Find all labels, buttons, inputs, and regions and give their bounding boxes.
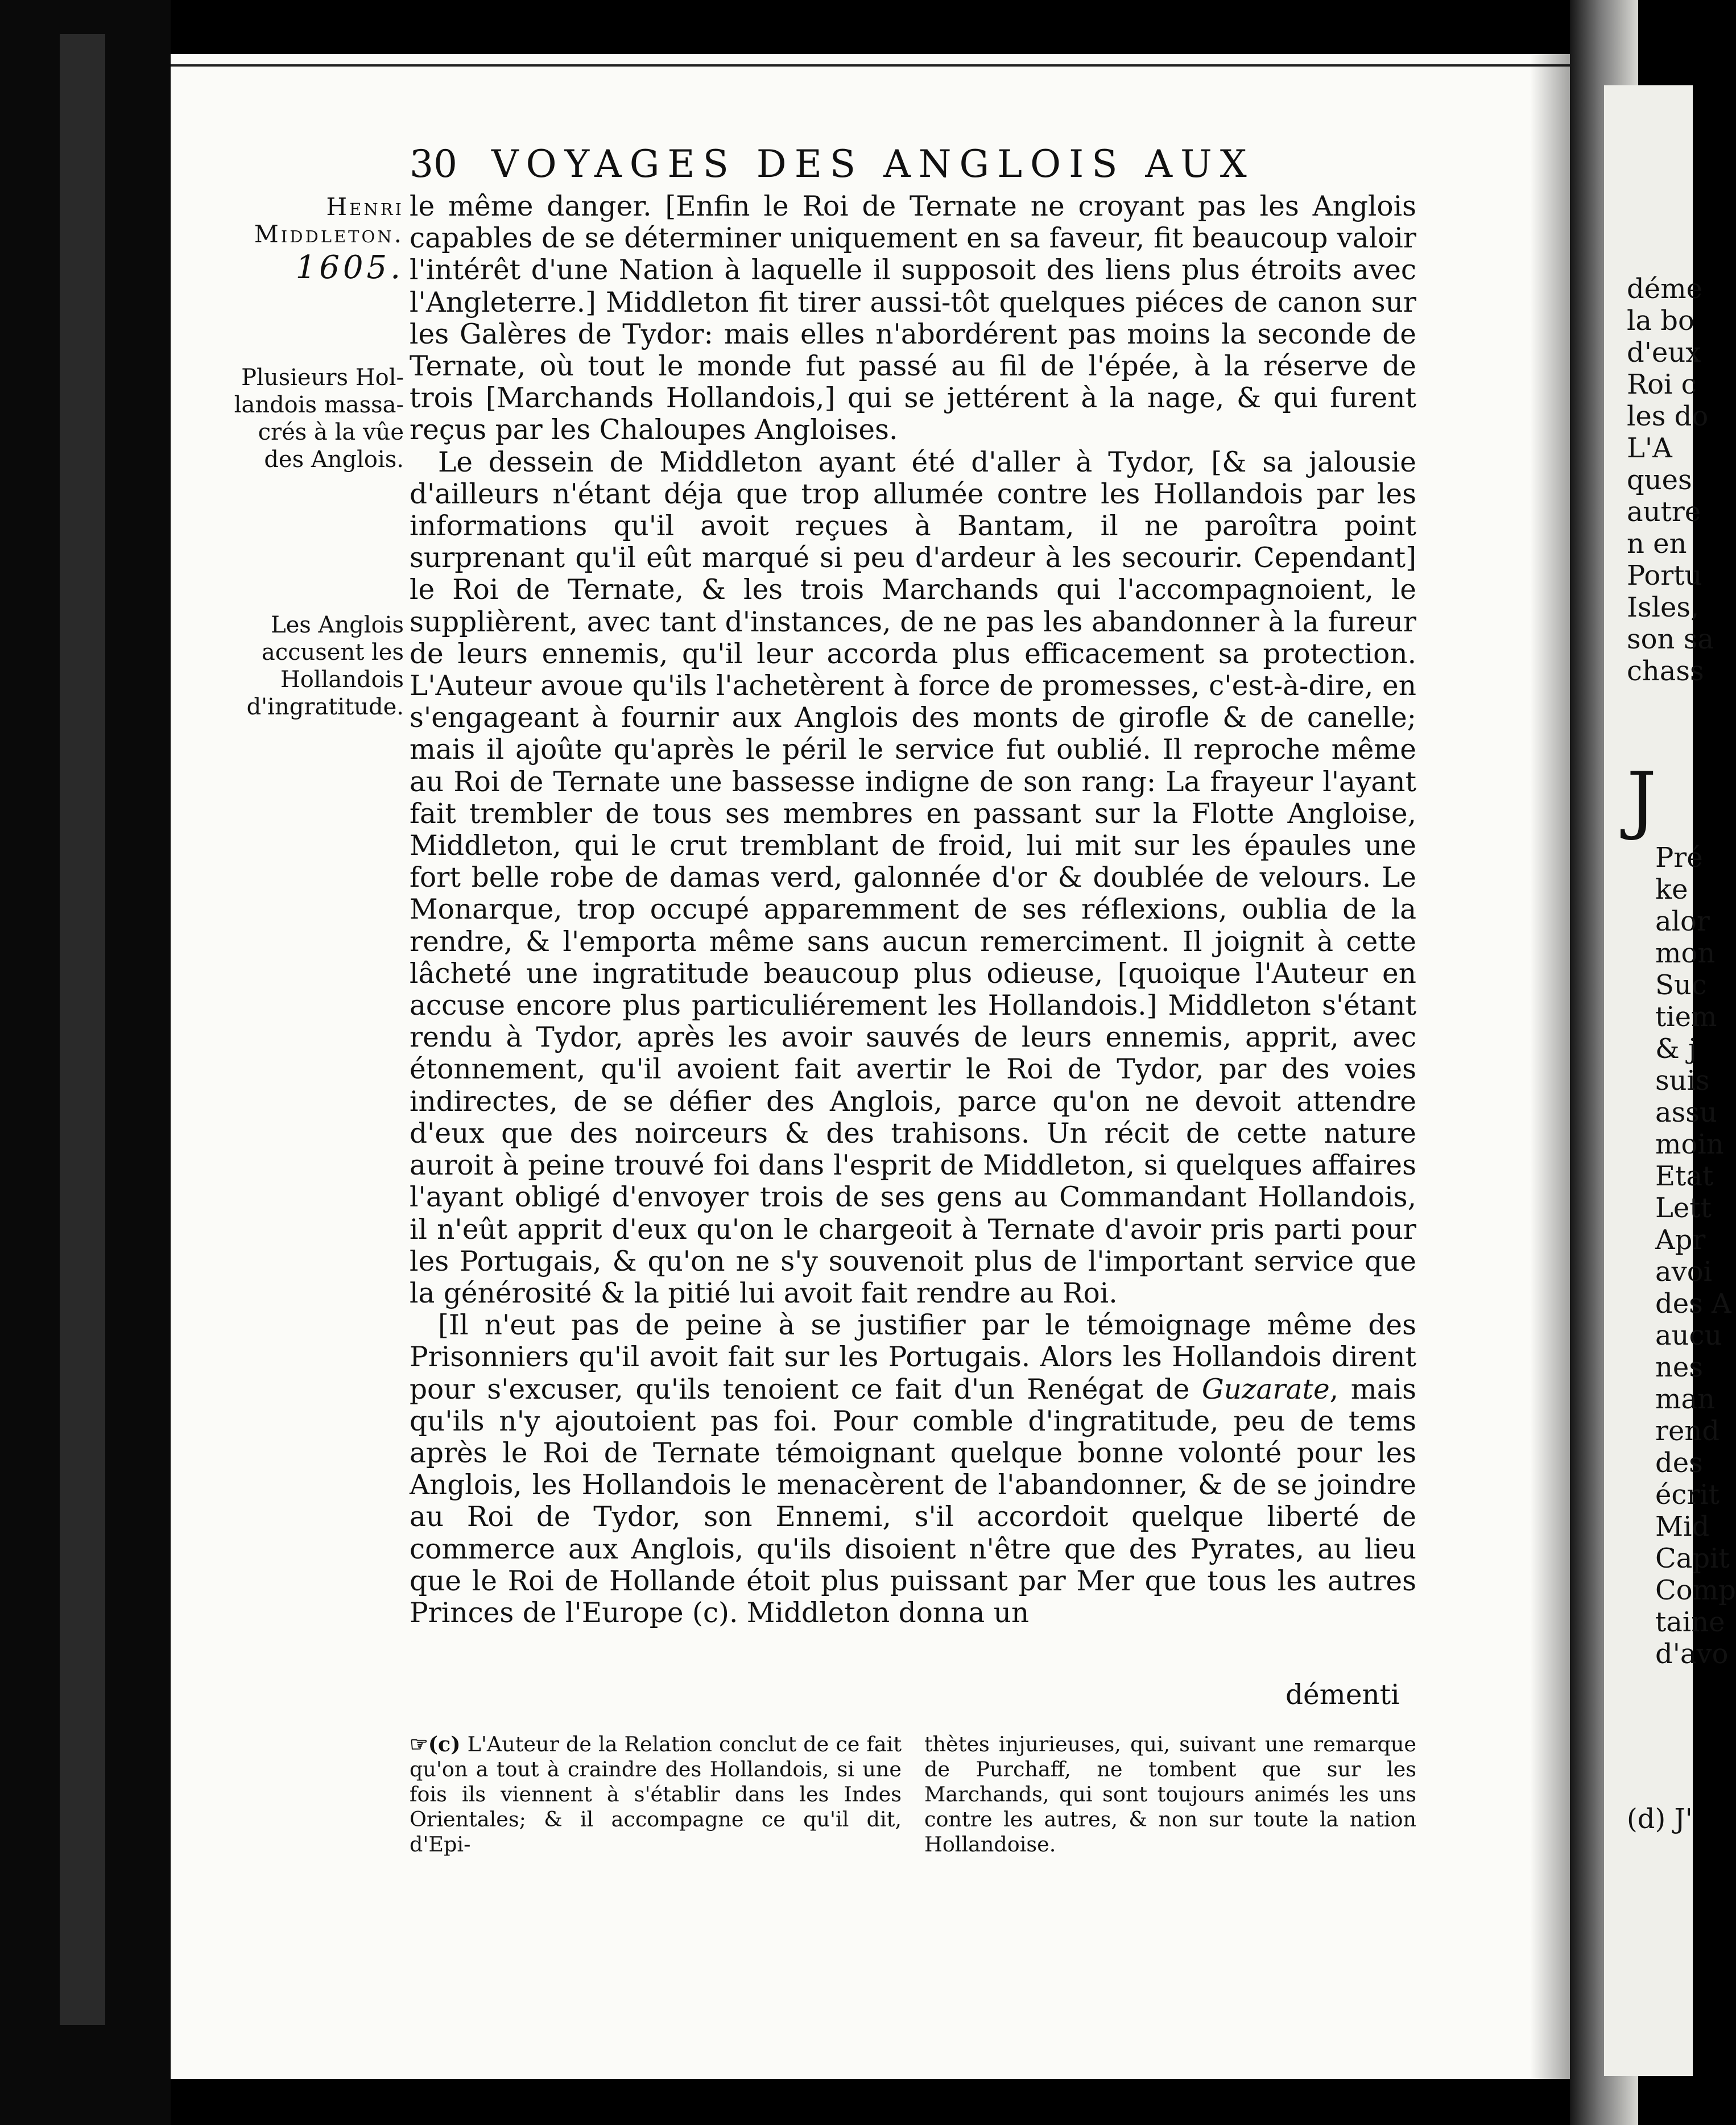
facing-page-line: Portu xyxy=(1627,560,1702,592)
margin-note-heading xyxy=(228,193,404,288)
facing-page-quote-line: taine xyxy=(1655,1606,1725,1638)
facing-page-quote-line: tiem xyxy=(1655,1001,1717,1033)
facing-page-quote-line: des A xyxy=(1655,1288,1731,1320)
facing-page-quote-line: Comp xyxy=(1655,1574,1736,1606)
footnote-col-2: thètes injurieuses, qui, suivant une remarque de Purchaff, ne tombent que sur les Marchands, qui sont toujours animés les uns contre les autres, & non sur toute la nation Hollandoise. xyxy=(924,1732,1416,1857)
facing-page-line: Isles, xyxy=(1627,592,1700,623)
facing-page-line: les do xyxy=(1627,400,1709,432)
binding-edge xyxy=(60,34,105,2025)
page-number: 30 xyxy=(410,142,457,186)
facing-page-quote-line: suis xyxy=(1655,1065,1710,1097)
footnote-text-1: L'Auteur de la Relation conclut de ce fait qu'on a tout à craindre des Hollandois, si une fois ils viennent à s'établir dans les Indes Orientales; & il accompagne ce qu'il dit, d'Epi- xyxy=(410,1732,902,1857)
facing-page-quote-line: Capit xyxy=(1655,1543,1730,1574)
facing-page-quote-line: d'avo xyxy=(1655,1638,1729,1670)
facing-page-quote-line: alor xyxy=(1655,906,1710,937)
margin-note-ingratitude: Les Anglois accusent les Hollandois d'ingratitude. xyxy=(246,612,404,720)
facing-page-quote-line: Etat xyxy=(1655,1160,1714,1192)
paragraph-3 xyxy=(410,1309,1416,1629)
paragraph-2: Le dessein de Middleton ayant été d'aller à Tydor, [& sa jalousie d'ailleurs n'étant déja que trop allumée contre les Hollandois par les informations qu'il avoit reçues à Bantam, il ne paroîtra point surprenant qu'il eût marqué si peu d'ardeur à les secourir. Cependant] le Roi de Ternate, & les trois Marchands qui l'accompagnoient, le supplièrent, avec tant d'instances, de ne pas les abandonner à la fureur de leurs ennemis, qu'il leur accorda plus efficacement sa protection. L'Auteur avoue qu'ils l'achetèrent à force de promesses, c'est-à-dire, en s'engageant à fournir aux Anglois des monts de girofle & de canelle; mais il ajoûte qu'après le péril le service fut oublié. Il reproche même au Roi de Ternate une bassesse indigne de son rang: La frayeur l'ayant fait trembler de tous ses membres en passant sur la Flotte Angloise, Middleton, qui le crut tremblant de froid, lui mit sur les épaules une fort belle robe de damas verd, galonnée d'or & doublée de velours. Le Monarque, trop occupé apparemment de ses réflexions, oublia de la rendre, & l'emporta même sans aucun remerciment. Il joignit à cette lâcheté une ingratitude beaucoup plus odieuse, [quoique l'Auteur en accuse encore plus particuliérement les Hollandois.] Middleton s'étant rendu à Tydor, après les avoir sauvés de leurs ennemis, apprit, avec étonnement, qu'il avoient fait avertir le Roi de Tydor, par des voies indirectes, de se défier des Anglois, parce qu'on ne devoit attendre d'eux que des noirceurs & des trahisons. Un récit de cette nature auroit à peine trouvé foi dans l'esprit de Middleton, si quelques affaires l'ayant obligé d'envoyer trois de ses gens au Commandant Hollandois, il n'eût apprit d'eux qu'on le chargeoit à Ternate d'avoir pris parti pour les Portugais, & qu'on ne s'y souvenoit plus de l'important service que la générosité & la pitié lui avoit fait rendre au Roi. xyxy=(410,446,1416,1309)
facing-page-quote-line: des xyxy=(1655,1447,1703,1479)
facing-page-quote-line: man xyxy=(1655,1383,1716,1415)
facing-page-quote-line: Suc xyxy=(1655,969,1707,1001)
paragraph-3-start: [Il n'eut pas de peine à se justifier par le témoignage même des Prisonniers qu'il avoit fait sur les Portugais. Alors les Hollandois dirent pour s'excuser, qu'ils tenoient ce fait d'un Renégat de xyxy=(410,1309,1416,1405)
facing-page-quote-line: Apr xyxy=(1655,1224,1706,1256)
facing-page-line: chass xyxy=(1627,655,1704,687)
facing-page-line: ques xyxy=(1627,464,1692,496)
facing-page-quote-line: aucu xyxy=(1655,1320,1722,1351)
main-text xyxy=(410,191,1416,1629)
paragraph-3-end: , mais qu'ils n'y ajoutoient pas foi. Pour comble d'ingratitude, peu de tems après le Roi de Ternate témoignant quelque bonne volonté pour les Anglois, les Hollandois le menacèrent de l'abandonner, & de se joindre au Roi de Tydor, son Ennemi, s'il accordoit quelque liberté de commerce aux Anglois, qu'ils disoient n'être que des Pyrates, au lieu que le Roi de Hollande étoit plus puissant par Mer que tous les autres Princes de l'Europe (c). Middleton donna un xyxy=(410,1373,1417,1629)
facing-page-fragment xyxy=(1604,85,1736,2076)
paragraph-3-italic: Guzarate xyxy=(1201,1373,1330,1405)
facing-page-quote-line: écrit xyxy=(1655,1479,1720,1511)
facing-page-initial: J xyxy=(1627,756,1657,842)
facing-page-quote-line: Pré xyxy=(1655,842,1703,874)
running-head xyxy=(410,142,1399,193)
facing-page-quote-line: moin xyxy=(1655,1128,1724,1160)
facing-page-footnote: (d) J' xyxy=(1627,1803,1693,1835)
facing-page-quote-line: mon xyxy=(1655,937,1716,969)
facing-page-quote-line: Mid xyxy=(1655,1511,1710,1543)
running-title: VOYAGES DES ANGLOIS AUX xyxy=(491,142,1255,186)
margin-name-first: Henri xyxy=(326,193,404,221)
facing-page-line: d'eux xyxy=(1627,337,1701,369)
page-top-edge xyxy=(171,64,1570,67)
margin-name-last: Middleton. xyxy=(254,220,404,248)
facing-page-line: son sa xyxy=(1627,623,1714,655)
facing-page-quote-line: Lett xyxy=(1655,1192,1712,1224)
facing-page-line: L'A xyxy=(1627,432,1672,464)
gutter-shadow xyxy=(1530,54,1570,2079)
facing-page-quote-line: assu xyxy=(1655,1097,1717,1128)
facing-page-line: autre xyxy=(1627,496,1701,528)
facing-page-quote-line: rend xyxy=(1655,1415,1720,1447)
facing-page-quote-line: avoi xyxy=(1655,1256,1712,1288)
margin-year: 1605. xyxy=(295,249,404,286)
catchword: démenti xyxy=(1286,1679,1400,1711)
facing-page-line: la bo xyxy=(1627,305,1694,337)
footnote-col-1 xyxy=(410,1732,902,1857)
footnote-mark: ☞(c) xyxy=(410,1732,461,1756)
facing-page-quote-line: nes xyxy=(1655,1351,1703,1383)
margin-note-massacre: Plusieurs Hol- landois massa- crés à la vûe des Anglois. xyxy=(234,365,404,473)
facing-page-quote-line: ke xyxy=(1655,874,1688,906)
facing-page-line: n en xyxy=(1627,528,1687,560)
facing-page-line: Roi c xyxy=(1627,369,1697,400)
paragraph-1: le même danger. [Enfin le Roi de Ternate ne croyant pas les Anglois capables de se déterminer uniquement en sa faveur, fit beaucoup valoir l'intérêt d'une Nation à laquelle il supposoit des liens plus étroits avec l'Angleterre.] Middleton fit tirer aussi-tôt quelques piéces de canon sur les Galères de Tydor: mais elles n'abordérent pas moins la seconde de Ternate, où tout le monde fut passé au fil de l'épée, à la réserve de trois [Marchands Hollandois,] qui se jettérent à la nage, & qui furent reçus par les Chaloupes Angloises. xyxy=(410,191,1416,447)
facing-page-line: déme xyxy=(1627,273,1703,305)
footnote-block xyxy=(410,1732,1416,1857)
facing-page-quote-line: & j xyxy=(1655,1033,1697,1065)
